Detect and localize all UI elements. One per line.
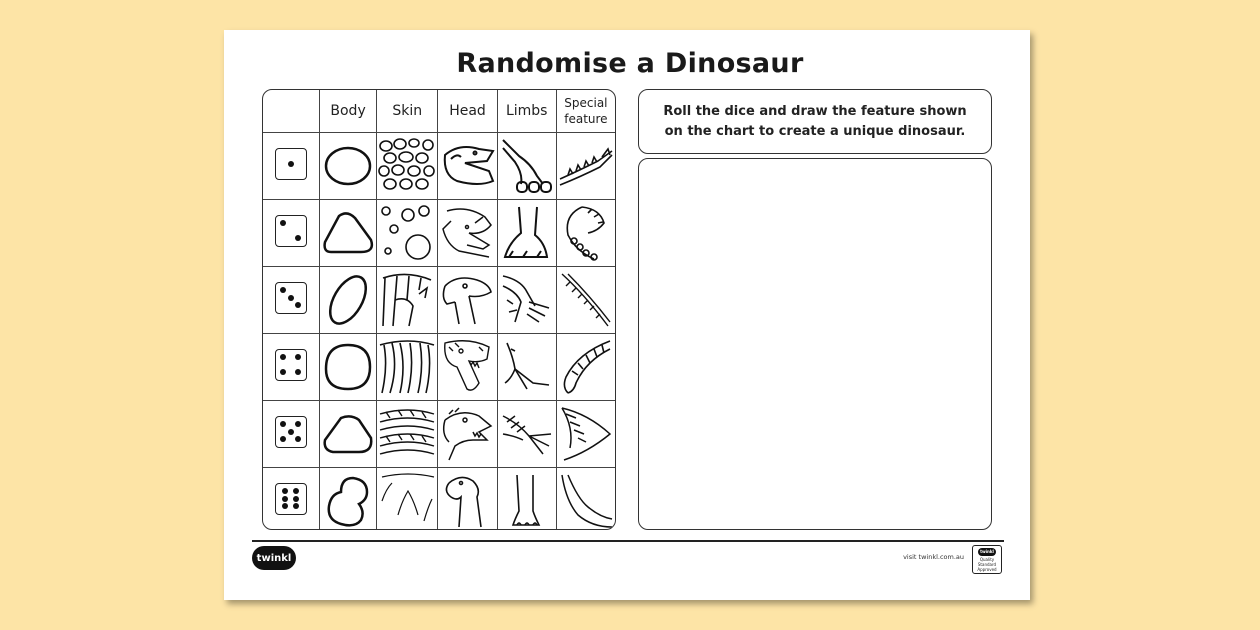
dice-one-icon bbox=[275, 148, 307, 180]
header-limbs: Limbs bbox=[497, 90, 556, 133]
head-long-neck-icon bbox=[438, 468, 497, 531]
dice-cell bbox=[263, 334, 320, 401]
special-line2: feature bbox=[564, 112, 608, 126]
special-striped-tail-icon bbox=[556, 334, 615, 401]
badge-text: Quality Standard Approved bbox=[977, 557, 997, 572]
head-t-rex-icon bbox=[438, 334, 497, 401]
limbs-thick-leg-icon bbox=[497, 133, 556, 200]
special-back-plates-icon bbox=[556, 200, 615, 267]
body-double-lobe-icon bbox=[320, 468, 377, 531]
visit-link-text: visit twinkl.com.au bbox=[903, 553, 964, 561]
special-wing-icon bbox=[556, 401, 615, 468]
limbs-bird-foot-icon bbox=[497, 334, 556, 401]
dice-cell bbox=[263, 133, 320, 200]
body-tilted-oval-icon bbox=[320, 267, 377, 334]
quality-standard-badge bbox=[972, 545, 1002, 574]
head-raptor-icon bbox=[438, 401, 497, 468]
page-title: Randomise a Dinosaur bbox=[456, 48, 804, 79]
chart-header-row bbox=[263, 90, 615, 133]
header-skin: Skin bbox=[377, 90, 438, 133]
chart-row-6 bbox=[263, 468, 615, 531]
limbs-sauropod-leg-icon bbox=[497, 468, 556, 531]
limbs-winged-arm-icon bbox=[497, 401, 556, 468]
skin-feathers-icon bbox=[377, 401, 438, 468]
twinkl-logo: twinkl bbox=[252, 546, 296, 570]
dice-four-icon bbox=[275, 349, 307, 381]
chart-row-3 bbox=[263, 267, 615, 334]
dice-cell bbox=[263, 267, 320, 334]
dice-two-icon bbox=[275, 215, 307, 247]
special-long-neck-icon bbox=[556, 468, 615, 531]
dice-three-icon bbox=[275, 282, 307, 314]
limbs-feathered-leg-icon bbox=[497, 267, 556, 334]
dice-cell bbox=[263, 468, 320, 531]
dice-six-icon bbox=[275, 483, 307, 515]
body-rounded-triangle-icon bbox=[320, 200, 377, 267]
dice-five-icon bbox=[275, 416, 307, 448]
dice-cell bbox=[263, 401, 320, 468]
drawing-area[interactable] bbox=[638, 158, 992, 530]
head-open-jaw-icon bbox=[438, 133, 497, 200]
header-special-feature bbox=[556, 90, 615, 133]
footer-divider bbox=[252, 540, 1004, 542]
chart-row-5 bbox=[263, 401, 615, 468]
head-beaked-icon bbox=[438, 267, 497, 334]
skin-wrinkles-icon bbox=[377, 468, 438, 531]
special-tail-spikes-icon bbox=[556, 267, 615, 334]
body-round-icon bbox=[320, 334, 377, 401]
skin-striped-plates-icon bbox=[377, 267, 438, 334]
randomise-chart bbox=[262, 89, 616, 530]
dice-cell bbox=[263, 200, 320, 267]
limbs-clawed-foot-icon bbox=[497, 200, 556, 267]
chart-row-4 bbox=[263, 334, 615, 401]
skin-stripes-icon bbox=[377, 334, 438, 401]
chart-row-1 bbox=[263, 133, 615, 200]
body-oval-icon bbox=[320, 133, 377, 200]
instructions-box: Roll the dice and draw the feature shown on the chart to create a unique dinosaur. bbox=[638, 89, 992, 154]
header-body: Body bbox=[320, 90, 377, 133]
special-line1: Special bbox=[564, 96, 608, 110]
header-head: Head bbox=[438, 90, 497, 133]
badge-logo: twinkl bbox=[978, 548, 996, 556]
header-dice bbox=[263, 90, 320, 133]
chart-row-2 bbox=[263, 200, 615, 267]
head-triceratops-icon bbox=[438, 200, 497, 267]
body-rounded-icon bbox=[320, 401, 377, 468]
skin-spotted-scales-icon bbox=[377, 133, 438, 200]
special-spiked-tail-icon bbox=[556, 133, 615, 200]
skin-circles-icon bbox=[377, 200, 438, 267]
